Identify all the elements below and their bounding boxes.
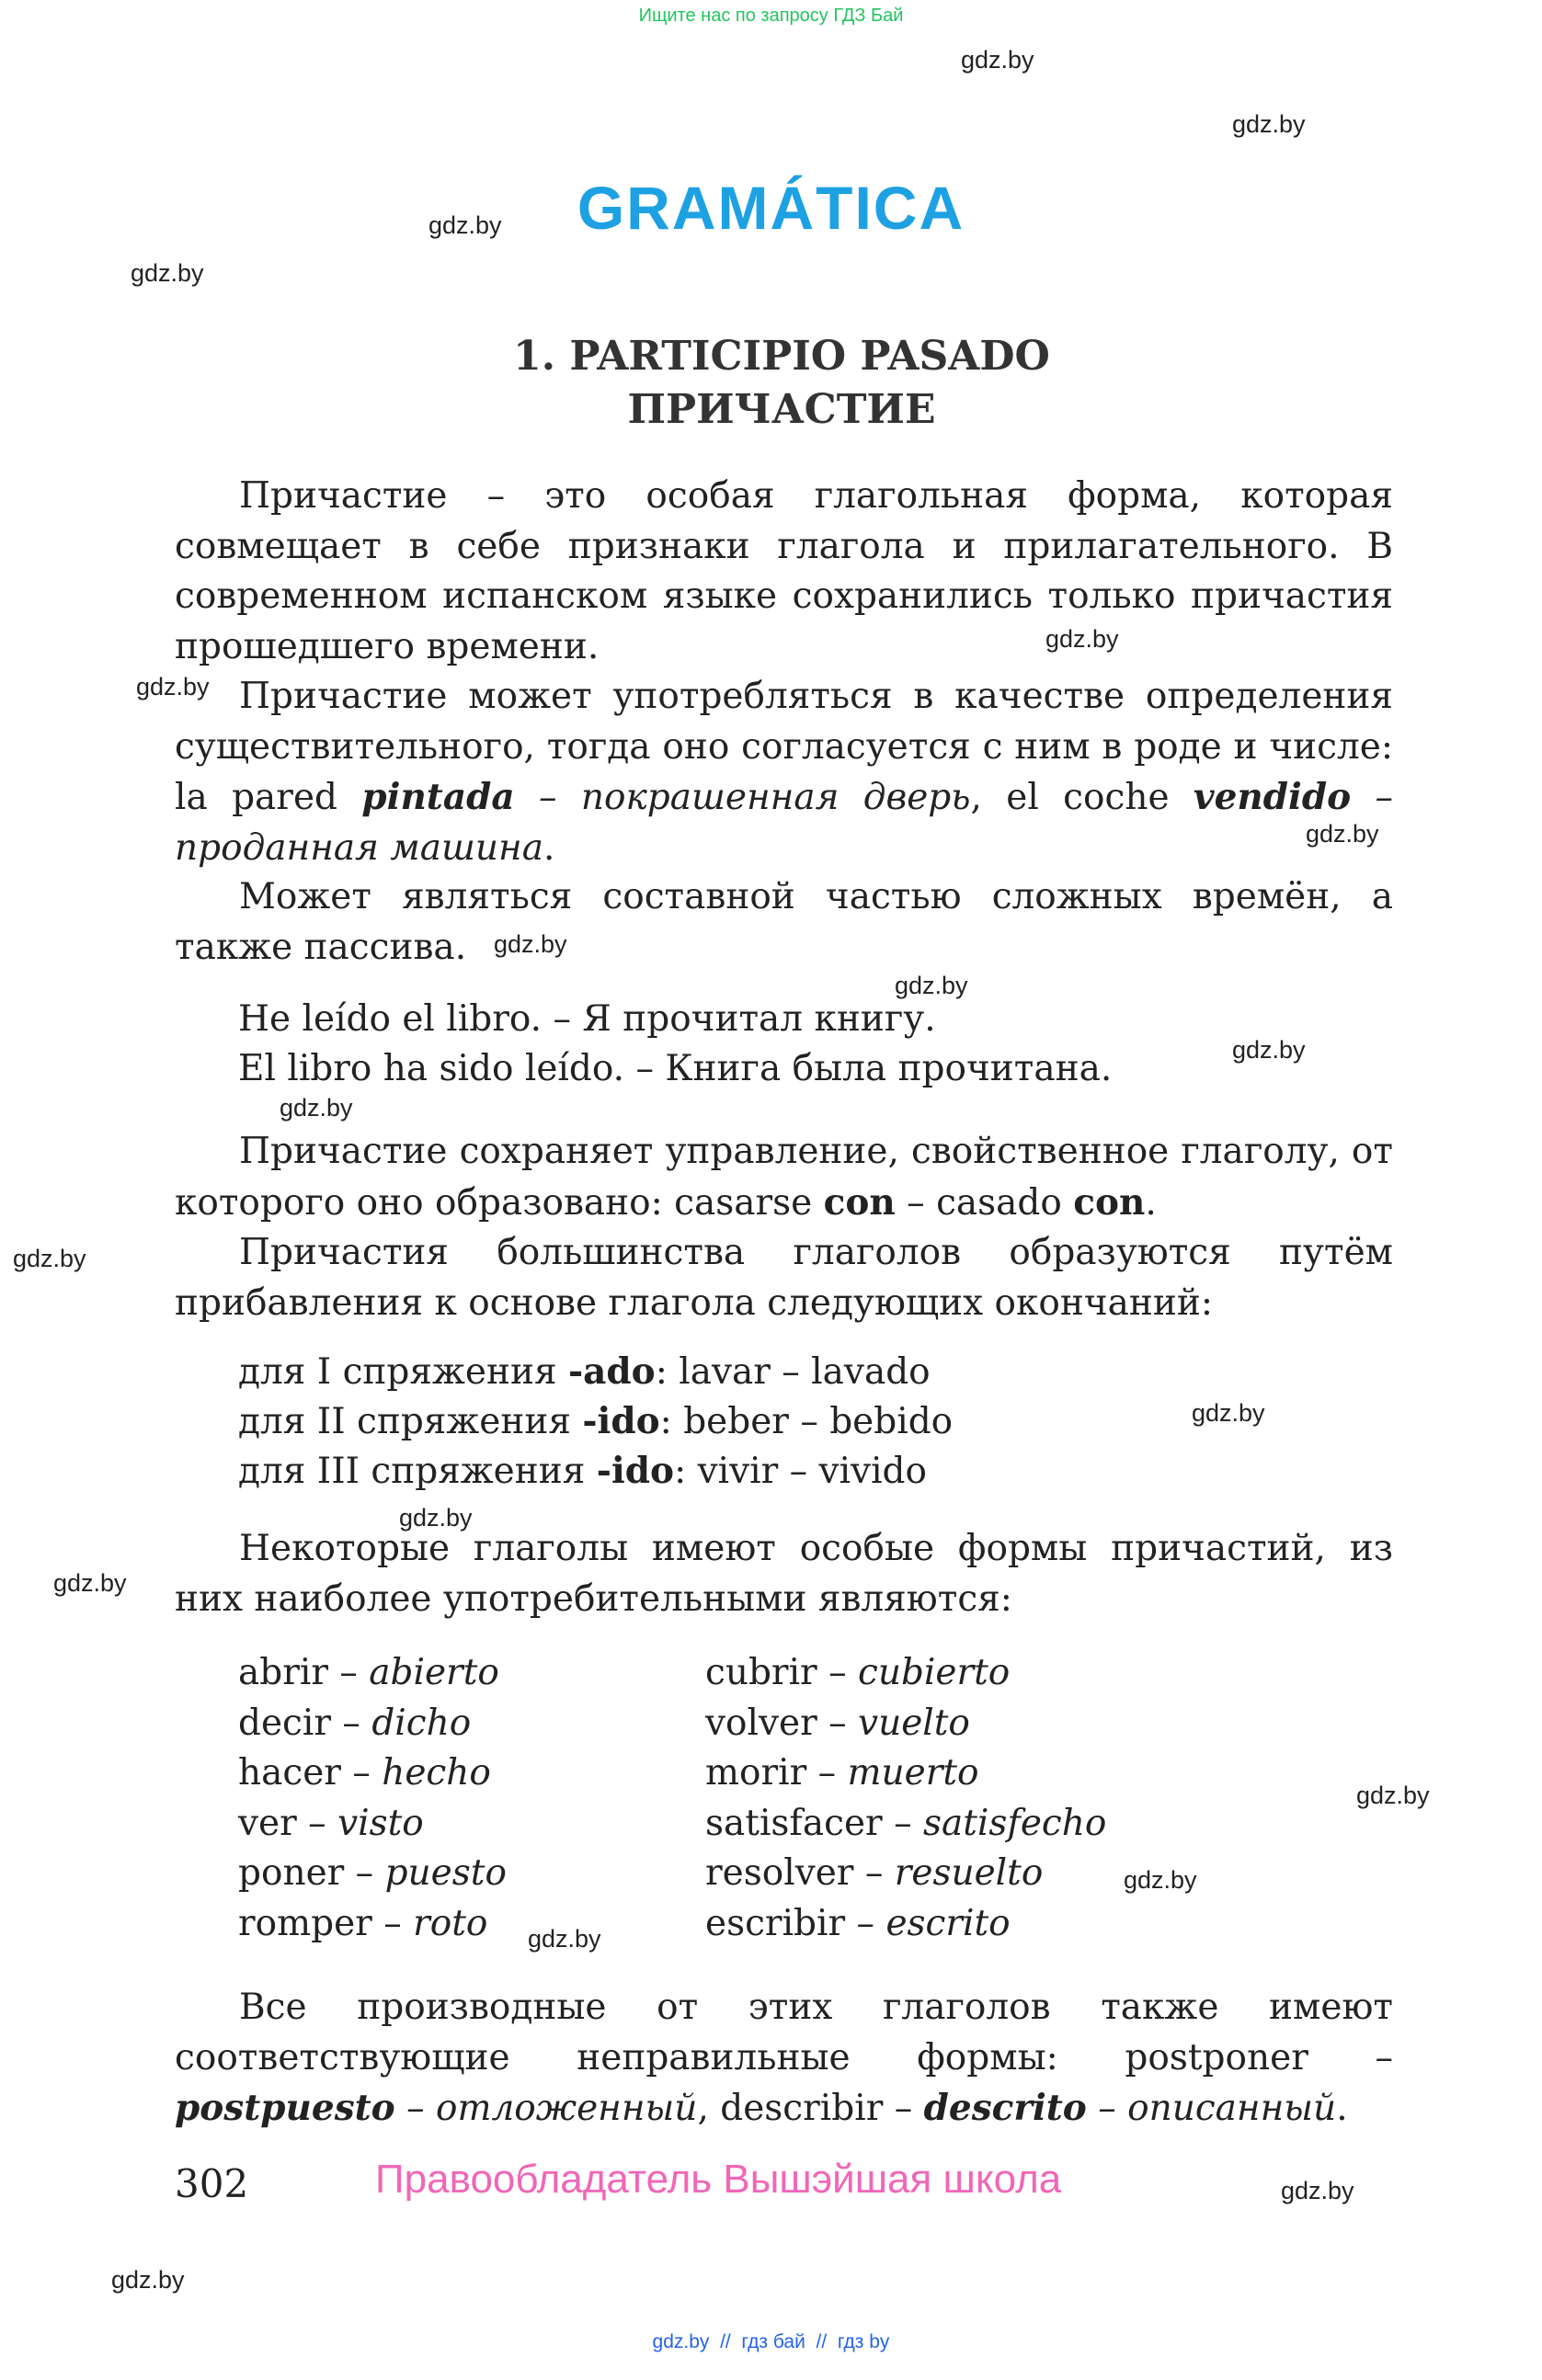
verb-pair <box>238 1648 507 1699</box>
translation: – проданная машина <box>175 777 1393 869</box>
text-span: Причастие может употребляться в качестве определения существительного, тогда оно согласуется с ним в роде и числе: la pared <box>175 676 1393 818</box>
participle: vuelto <box>858 1702 970 1744</box>
ending: -ido <box>596 1450 675 1492</box>
verb-pair <box>705 1849 1106 1899</box>
text-span: . <box>1145 1181 1157 1224</box>
watermark: gdz.by <box>895 972 968 999</box>
verb-pair <box>238 1799 507 1850</box>
example-participle: postpuesto <box>175 2087 395 2129</box>
section-heading-ru: ПРИЧАСТИЕ <box>627 386 936 433</box>
ending: -ido <box>582 1400 660 1442</box>
infinitive: abrir – <box>238 1652 370 1693</box>
infinitive: escribir – <box>705 1902 886 1944</box>
infinitive: cubrir – <box>705 1652 858 1693</box>
watermark: gdz.by <box>528 1925 601 1953</box>
example-participle: vendido <box>1193 776 1352 818</box>
irregular-column-1 <box>238 1648 507 1949</box>
paragraph-derivatives <box>175 1983 1393 2135</box>
watermark: gdz.by <box>13 1245 86 1272</box>
text-span: : beber – bebido <box>659 1401 954 1442</box>
verb-pair <box>705 1748 1106 1799</box>
translation: – описанный <box>1086 2088 1337 2129</box>
participle: cubierto <box>857 1652 1011 1693</box>
watermark: gdz.by <box>131 259 204 287</box>
footer-links[interactable]: gdz.by // гдз бай // гдз by <box>652 2331 890 2352</box>
section-heading-es: 1. PARTICIPIO PASADO <box>513 333 1050 380</box>
text-span: для I спряжения <box>238 1351 568 1393</box>
text-span: : vivir – vivido <box>674 1451 928 1492</box>
irregular-column-2 <box>705 1648 1106 1949</box>
example-sentence: El libro ha sido leído. – Книга была прочитана. <box>238 1048 1113 1089</box>
text-span: . <box>1336 2088 1348 2129</box>
paragraph-formation: Причастия большинства глаголов образуются путём прибавления к основе глагола следующих окончаний: <box>175 1232 1393 1324</box>
verb-pair <box>238 1849 507 1899</box>
preposition: con <box>823 1180 896 1224</box>
participle: abierto <box>369 1652 499 1693</box>
example-participle: descrito <box>923 2087 1087 2129</box>
ending-rule <box>238 1396 953 1448</box>
watermark: gdz.by <box>1045 625 1119 653</box>
participle: satisfecho <box>922 1802 1107 1844</box>
text-span: – casado <box>895 1181 1074 1224</box>
ending-rule <box>238 1347 931 1398</box>
participle: escrito <box>885 1902 1011 1944</box>
watermark: gdz.by <box>1192 1399 1265 1427</box>
example-participle: pintada <box>361 776 515 818</box>
verb-pair <box>238 1699 507 1749</box>
paragraph-attribute-usage <box>175 672 1393 873</box>
participle: resuelto <box>894 1852 1044 1894</box>
watermark: gdz.by <box>494 930 567 958</box>
text-span: , describir – <box>697 2088 924 2129</box>
example-sentence: He leído el libro. – Я прочитал книгу. <box>238 998 936 1040</box>
watermark: gdz.by <box>1124 1866 1197 1894</box>
text-span: , el coche <box>970 777 1194 818</box>
text-span: Причастие сохраняет управление, свойственное глаголу, от которого оно образовано: casarse <box>175 1131 1393 1224</box>
verb-pair <box>238 1748 507 1799</box>
verb-pair <box>705 1699 1106 1749</box>
paragraph-government <box>175 1127 1393 1228</box>
watermark: gdz.by <box>1232 1036 1306 1064</box>
watermark: gdz.by <box>1306 820 1379 848</box>
participle: dicho <box>371 1702 472 1744</box>
paragraph-definition: Причастие – это особая глагольная форма, которая совмещает в себе признаки глагола и прилагательного. В современном испанском языке сохранились только причастия прошедшего времени. <box>175 475 1393 667</box>
infinitive: romper – <box>238 1902 414 1944</box>
infinitive: morir – <box>705 1752 848 1794</box>
watermark: gdz.by <box>399 1504 473 1532</box>
verb-pair <box>238 1899 507 1950</box>
watermark: gdz.by <box>111 2266 185 2294</box>
copyright-notice: Правообладатель Вышэйшая школа <box>375 2157 1062 2202</box>
preposition: con <box>1073 1180 1146 1224</box>
watermark: gdz.by <box>428 211 502 239</box>
paragraph-irregular-intro: Некоторые глаголы имеют особые формы причастий, из них наиболее употребительными являются: <box>175 1528 1393 1620</box>
page-number: 302 <box>175 2161 249 2206</box>
top-banner[interactable]: Ищите нас по запросу ГДЗ Бай <box>638 6 904 26</box>
watermark: gdz.by <box>1232 110 1306 138</box>
watermark: gdz.by <box>53 1569 127 1597</box>
infinitive: decir – <box>238 1702 372 1744</box>
watermark: gdz.by <box>961 46 1034 74</box>
infinitive: poner – <box>238 1852 385 1894</box>
watermark: gdz.by <box>1281 2177 1354 2204</box>
participle: roto <box>413 1902 488 1944</box>
text-span: для III спряжения <box>238 1451 597 1492</box>
text-span: Все производные от этих глаголов также имеют соответствующие неправильные формы: postponer – <box>175 1987 1393 2078</box>
text-span: для II спряжения <box>238 1401 583 1442</box>
verb-pair <box>705 1799 1106 1850</box>
page-title: GRAMÁTICA <box>577 174 965 242</box>
watermark: gdz.by <box>136 673 210 700</box>
verb-pair <box>705 1648 1106 1699</box>
participle: muerto <box>847 1752 979 1794</box>
infinitive: volver – <box>705 1702 859 1744</box>
text-span: : lavar – lavado <box>655 1351 931 1393</box>
ending: -ado <box>567 1350 656 1393</box>
verb-pair <box>705 1899 1106 1950</box>
participle: hecho <box>382 1752 491 1794</box>
infinitive: hacer – <box>238 1752 383 1794</box>
infinitive: ver – <box>238 1802 338 1844</box>
text-span: . <box>543 826 555 869</box>
participle: visto <box>337 1802 424 1844</box>
translation: – покрашенная дверь <box>514 777 971 818</box>
watermark: gdz.by <box>1356 1782 1430 1809</box>
watermark: gdz.by <box>280 1094 353 1122</box>
ending-rule <box>238 1446 927 1497</box>
infinitive: satisfacer – <box>705 1802 923 1844</box>
participle: puesto <box>384 1852 507 1894</box>
infinitive: resolver – <box>705 1852 895 1894</box>
paragraph-compound-tenses: Может являться составной частью сложных времён, а также пассива. <box>175 876 1393 968</box>
translation: – отложенный <box>394 2088 698 2129</box>
